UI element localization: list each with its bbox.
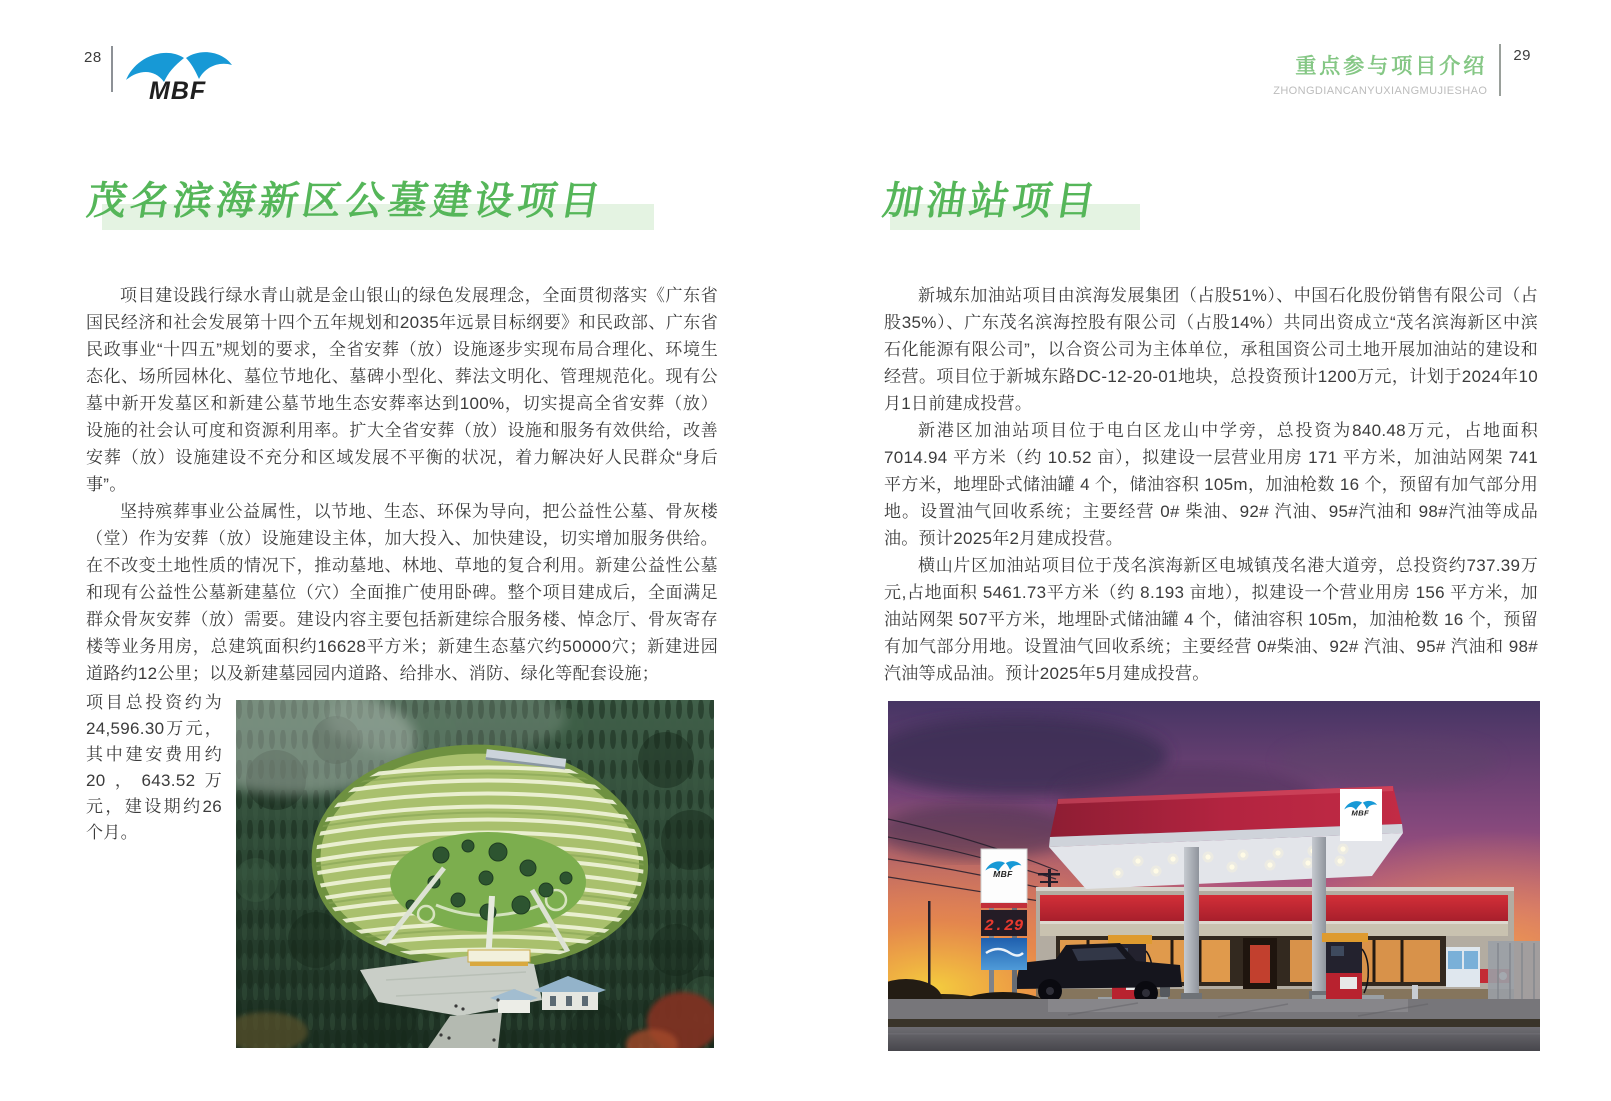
header-right xyxy=(1273,44,1531,97)
page-number-right: 29 xyxy=(1513,47,1531,64)
mbf-logo xyxy=(122,46,238,108)
right-page-title: 加油站项目 xyxy=(880,180,1102,223)
left-page-title: 茂名滨海新区公墓建设项目 xyxy=(84,180,607,223)
investment-note: 项目总投资约为24,596.30万元，其中建安费用约20，643.52万元，建设期约26个月。 xyxy=(86,693,222,842)
canopy-brand-sign xyxy=(1340,789,1382,841)
body-paragraph: 坚持殡葬事业公益属性，以节地、生态、环保为导向，把公益性公墓、骨灰楼（堂）作为安葬（放）设施建设主体，加大投入、加快建设，切实增加服务供给。在不改变土地性质的情况下，推动墓地、林地、草地的复合利用。新建公益性公墓和现有公益性公墓新建墓位（穴）全面推广使用卧碑。整个项目建成后，全面满足群众骨灰安葬（放）需要。建设内容主要包括新建综合服务楼、悼念厅、骨灰寄存楼等业务用房，总建筑面积约16628平方米；新建生态墓穴约50000穴；新建进园道路约12公里；以及新建墓园园内道路、给排水、消防、绿化等配套设施； xyxy=(86,502,718,683)
mbf-logo-text: MBF xyxy=(148,77,206,105)
section-subtitle: ZHONGDIANCANYUXIANGMUJIESHAO xyxy=(1273,85,1488,97)
left-page-title-block xyxy=(84,170,607,240)
canopy xyxy=(1049,786,1403,889)
body-paragraph: 项目建设践行绿水青山就是金山银山的绿色发展理念，全面贯彻落实《广东省国民经济和社会发展第十四个五年规划和2035年远景目标纲要》和民政部、广东省民政事业“十四五”规划的要求，全省安葬（放）设施逐步实现布局合理化、环境生态化、场所园林化、墓位节地化、墓碑小型化、葬法文明化、管理规范化。现有公墓中新开发墓区和新建公墓节地生态安葬率达到100%，切实提高全省安葬（放）设施的社会认可度和资源利用率。扩大全省安葬（放）设施和服务有效供给，改善安葬（放）设施建设不充分和区域发展不平衡的状况，着力解决好人民群众“身后事”。 xyxy=(86,286,718,494)
right-page-title-block xyxy=(880,170,1102,240)
fuel-price-display: 2.29 xyxy=(984,917,1024,935)
header-divider-left xyxy=(111,46,113,92)
page-number-left: 28 xyxy=(84,49,102,66)
cemetery-aerial-image xyxy=(236,700,714,1048)
body-paragraph: 横山片区加油站项目位于茂名滨海新区电城镇茂名港大道旁，总投资约737.39万元,占地面积 5461.73平方米（约 8.193 亩地），拟建设一个营业用房 156 平方米，加油站网架 507平方米，地埋卧式储油罐 4 个，储油容积 105m，加油枪数 16 个，预留有加气部分用地。设置油气回收系统；主要经营 0#柴油、92# 汽油、95# 汽油和 98#汽油等成品油。预计2025年5月建成投营。 xyxy=(884,556,1538,683)
body-paragraph: 新港区加油站项目位于电白区龙山中学旁，总投资为840.48万元，占地面积 7014.94 平方米（约 10.52 亩），拟建设一层营业用房 171 平方米，加油站网架 741平方米，地埋卧式储油罐 4 个，储油容积 105m，加油枪数 16 个，预留有加气部分用地。设置油气回收系统；主要经营 0# 柴油、92# 汽油、95#汽油和 98#汽油等成品油。预计2025年2月建成投营。 xyxy=(884,421,1538,548)
gas-station-image-frame xyxy=(888,701,1538,1051)
cemetery-image-frame xyxy=(236,700,714,1048)
header-left xyxy=(84,46,238,108)
gas-station-photo xyxy=(888,701,1540,1051)
header-divider-right xyxy=(1499,44,1501,96)
section-title: 重点参与项目介绍 xyxy=(1295,55,1488,78)
right-page-body xyxy=(884,282,1538,1051)
body-paragraph: 新城东加油站项目由滨海发展集团（占股51%）、中国石化股份销售有限公司（占股35%）、广东茂名滨海控股有限公司（占股14%）共同出资成立“茂名滨海新区中滨石化能源有限公司”，以合资公司为主体单位，承租国资公司土地开展加油站的建设和经营。项目位于新城东路DC-12-20-01地块，总投资预计1200万元，计划于2024年10月1日前建成投营。 xyxy=(884,286,1538,413)
left-page-body xyxy=(86,282,718,1048)
